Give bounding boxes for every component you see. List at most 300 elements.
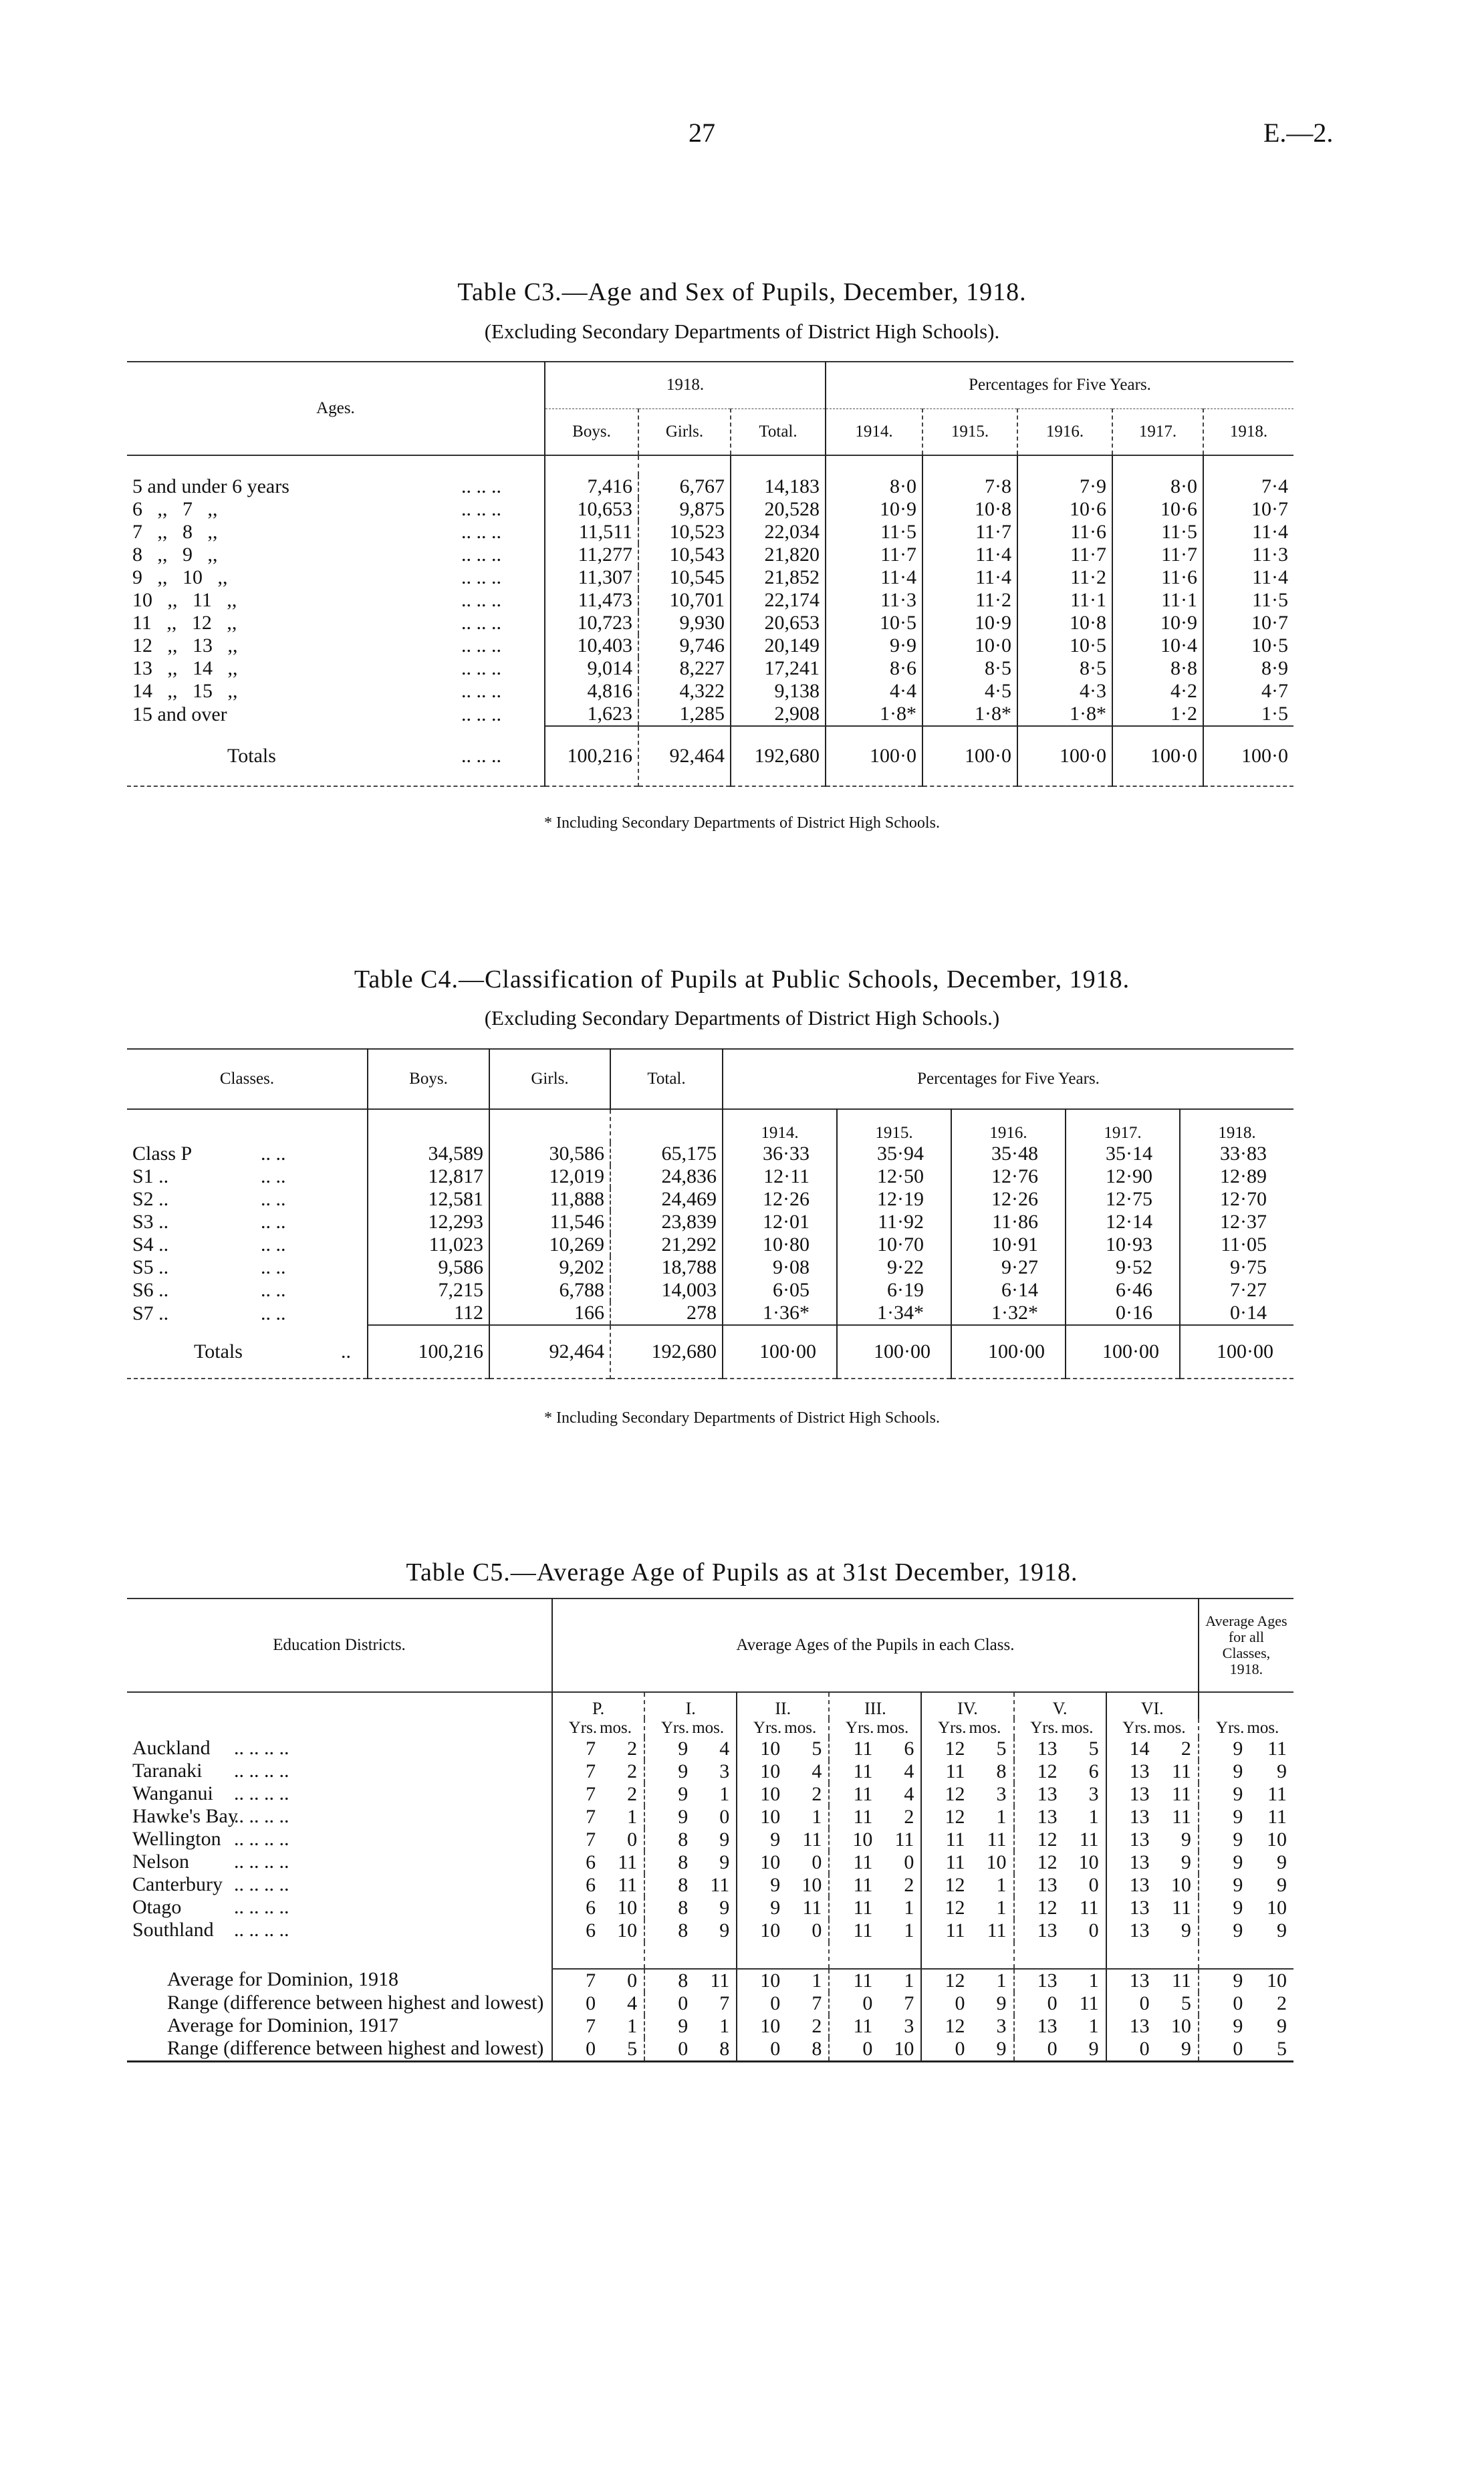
cell-value: 4·3	[1017, 680, 1112, 703]
cell-value: 9·75	[1180, 1256, 1293, 1279]
cell-value: 12·26	[723, 1188, 837, 1211]
months-value: 10	[1170, 1874, 1191, 1896]
table-c3-subtitle: (Excluding Secondary Departments of District High Schools).	[484, 320, 1000, 343]
years-value: 6	[552, 1919, 598, 1942]
years-value: 0	[829, 2038, 875, 2062]
cell-value: 1,285	[638, 703, 731, 726]
header-percentages: Percentages for Five Years.	[826, 362, 1293, 408]
years-value: 8	[644, 1851, 691, 1874]
months-value: 0	[904, 1851, 914, 1873]
years-value: 11	[829, 1874, 875, 1897]
cell-value: 0·16	[1066, 1302, 1180, 1325]
cell-value: 10,403	[545, 634, 638, 657]
class-header: P.	[552, 1692, 644, 1719]
district-row	[127, 1806, 1293, 1828]
cell-value: 21,292	[610, 1233, 723, 1256]
months-value: 11	[1171, 1897, 1191, 1919]
cell-value: 65,175	[610, 1143, 723, 1165]
mos-label: mos.	[1247, 1719, 1279, 1737]
total-value: 192,680	[731, 726, 826, 786]
years-value: 0	[1106, 1992, 1152, 2015]
months-value: 4	[904, 1783, 914, 1805]
cell-value: 8·5	[1017, 657, 1112, 680]
months-value: 10	[1170, 2015, 1191, 2037]
years-value: 11	[829, 1851, 875, 1874]
years-value: 9	[1199, 1851, 1246, 1874]
cell-value: 166	[489, 1302, 610, 1325]
cell-value: 10·93	[1066, 1233, 1180, 1256]
cell-value: 14,003	[610, 1279, 723, 1302]
leader-dots: ..	[341, 1340, 351, 1363]
cell-value: 7·4	[1203, 475, 1293, 498]
cell-value: 7,416	[545, 475, 638, 498]
months-value: 0	[1088, 1919, 1099, 1941]
cell-value: 6·14	[951, 1279, 1066, 1302]
years-value: 10	[737, 1738, 783, 1760]
months-value: 5	[627, 2038, 638, 2060]
cell-value: 11·92	[837, 1211, 951, 1233]
years-value: 10	[737, 1969, 783, 1992]
cell-value: 11·7	[1017, 544, 1112, 566]
cell-value: 10·4	[1112, 634, 1203, 657]
class-header: IV.	[921, 1692, 1013, 1719]
total-value: 100·0	[1017, 726, 1112, 786]
class-label: S5 ..	[132, 1256, 169, 1278]
total-value: 100·00	[837, 1325, 951, 1379]
years-value: 9	[737, 1897, 783, 1919]
years-value: 11	[921, 1828, 967, 1851]
mos-label: mos.	[692, 1719, 725, 1737]
cell-value: 11·4	[1203, 521, 1293, 544]
years-value: 0	[644, 1992, 691, 2015]
cell-value: 4·5	[922, 680, 1017, 703]
cell-value: 10·8	[1017, 612, 1112, 634]
years-value: 9	[1199, 1806, 1246, 1828]
district-row	[127, 1738, 1293, 1760]
cell-value: 24,836	[610, 1165, 723, 1188]
cell-value: 1·5	[1203, 703, 1293, 726]
months-value: 1	[719, 1783, 730, 1805]
class-label: S2 ..	[132, 1188, 169, 1210]
months-value: 0	[627, 1828, 638, 1851]
cell-value: 35·94	[837, 1143, 951, 1165]
cell-value: 10·5	[1017, 634, 1112, 657]
cell-value: 12·90	[1066, 1165, 1180, 1188]
years-value: 9	[644, 1760, 691, 1783]
cell-value: 36·33	[723, 1143, 837, 1165]
header-boys: Boys.	[368, 1049, 489, 1109]
years-value: 9	[644, 2015, 691, 2038]
cell-value: 12·14	[1066, 1211, 1180, 1233]
district-name: Hawke's Bay	[132, 1805, 238, 1827]
leader-dots: .. .. .. ..	[234, 1851, 289, 1873]
years-value: 8	[644, 1969, 691, 1992]
cell-value: 10,723	[545, 612, 638, 634]
table-c4-subtitle: (Excluding Secondary Departments of District High Schools.)	[484, 1006, 1000, 1030]
months-value: 3	[904, 2015, 914, 2037]
district-row	[127, 1851, 1293, 1874]
district-name: Southland	[132, 1919, 214, 1941]
cell-value: 7·27	[1180, 1279, 1293, 1302]
months-value: 10	[617, 1919, 638, 1941]
leader-dots: .. .. ..	[461, 612, 501, 634]
months-value: 10	[617, 1897, 638, 1919]
cell-value: 11,511	[545, 521, 638, 544]
months-value: 9	[1088, 2038, 1099, 2060]
table-row	[127, 475, 1293, 498]
months-value: 0	[1088, 1874, 1099, 1896]
years-value: 9	[1199, 1738, 1246, 1760]
cell-value: 12·37	[1180, 1211, 1293, 1233]
months-value: 1	[996, 1897, 1007, 1919]
months-value: 11	[894, 1828, 914, 1851]
years-value: 12	[921, 1806, 967, 1828]
cell-value: 21,852	[731, 566, 826, 589]
class-label: S4 ..	[132, 1233, 169, 1256]
cell-value: 1·36*	[723, 1302, 837, 1325]
years-value: 0	[921, 2038, 967, 2062]
cell-value: 12·01	[723, 1211, 837, 1233]
cell-value: 12,817	[368, 1165, 489, 1188]
months-value: 9	[1277, 1874, 1287, 1896]
months-value: 11	[710, 1970, 730, 1992]
years-value: 11	[829, 1919, 875, 1942]
years-value: 9	[737, 1874, 783, 1897]
years-value: 7	[552, 1760, 598, 1783]
leader-dots: .. ..	[261, 1188, 286, 1210]
months-value: 2	[1181, 1738, 1191, 1760]
years-value: 10	[737, 1919, 783, 1942]
months-value: 1	[627, 2015, 638, 2037]
years-value: 12	[921, 1897, 967, 1919]
years-value: 13	[1106, 1760, 1152, 1783]
cell-value: 10,543	[638, 544, 731, 566]
months-value: 11	[1267, 1738, 1287, 1760]
months-value: 2	[812, 2015, 822, 2037]
cell-value: 11·1	[1017, 589, 1112, 612]
years-value: 8	[644, 1919, 691, 1942]
cell-value: 33·83	[1180, 1143, 1293, 1165]
cell-value: 10·5	[1203, 634, 1293, 657]
months-value: 10	[1267, 1897, 1287, 1919]
total-value: 100·0	[922, 726, 1017, 786]
yrs-label: Yrs.	[1014, 1719, 1060, 1738]
months-value: 9	[1181, 1828, 1191, 1851]
leader-dots: .. .. ..	[461, 634, 501, 657]
total-value: 92,464	[638, 726, 731, 786]
leader-dots: .. .. ..	[461, 589, 501, 611]
months-value: 9	[719, 1828, 730, 1851]
table-row	[127, 1302, 1293, 1325]
months-value: 9	[1277, 1760, 1287, 1782]
years-value: 12	[1014, 1828, 1060, 1851]
cell-value: 10,269	[489, 1233, 610, 1256]
months-value: 3	[996, 1783, 1007, 1805]
total-value: 100,216	[368, 1325, 489, 1379]
subheader-boys: Boys.	[545, 408, 638, 455]
cell-value: 12·11	[723, 1165, 837, 1188]
cell-value: 11,546	[489, 1211, 610, 1233]
years-value: 13	[1106, 1851, 1152, 1874]
cell-value: 10·7	[1203, 612, 1293, 634]
months-value: 8	[719, 2038, 730, 2060]
months-value: 10	[1267, 1970, 1287, 1992]
header-average-ages-by-class: Average Ages of the Pupils in each Class.	[552, 1598, 1199, 1692]
cell-value: 4,816	[545, 680, 638, 703]
months-value: 11	[1171, 1970, 1191, 1992]
years-value: 12	[921, 1969, 967, 1992]
cell-value: 12·70	[1180, 1188, 1293, 1211]
cell-value: 20,149	[731, 634, 826, 657]
years-value: 10	[737, 2015, 783, 2038]
table-row	[127, 521, 1293, 544]
years-value: 7	[552, 1828, 598, 1851]
months-value: 2	[1277, 1992, 1287, 2014]
cell-value: 11·5	[1112, 521, 1203, 544]
cell-value: 23,839	[610, 1211, 723, 1233]
cell-value: 17,241	[731, 657, 826, 680]
months-value: 2	[627, 1738, 638, 1760]
leader-dots: .. .. ..	[461, 657, 501, 679]
class-header: V.	[1014, 1692, 1106, 1719]
years-value: 11	[829, 1897, 875, 1919]
cell-value: 9,875	[638, 498, 731, 521]
years-value: 13	[1106, 1874, 1152, 1897]
months-value: 9	[1277, 1851, 1287, 1873]
year-header: 1917.	[1066, 1109, 1180, 1143]
subheader-1917: 1917.	[1112, 408, 1203, 455]
months-value: 3	[1088, 1783, 1099, 1805]
cell-value: 11·05	[1180, 1233, 1293, 1256]
leader-dots: .. .. ..	[461, 744, 501, 767]
months-value: 1	[1088, 1970, 1099, 1992]
months-value: 11	[1171, 1760, 1191, 1782]
cell-value: 10·91	[951, 1233, 1066, 1256]
years-value: 6	[552, 1897, 598, 1919]
cell-value: 10,523	[638, 521, 731, 544]
table-row	[127, 566, 1293, 589]
summary-row	[127, 1992, 1293, 2015]
cell-value: 35·48	[951, 1143, 1066, 1165]
header-ages: Ages.	[316, 399, 355, 417]
years-value: 0	[1014, 1992, 1060, 2015]
cell-value: 11·6	[1112, 566, 1203, 589]
months-value: 1	[812, 1806, 822, 1828]
mos-label: mos.	[1153, 1719, 1186, 1737]
table-c4-footnote: * Including Secondary Departments of District High Schools.	[544, 1409, 940, 1427]
table-row	[127, 1256, 1293, 1279]
months-value: 2	[904, 1806, 914, 1828]
months-value: 0	[627, 1970, 638, 1992]
months-value: 4	[812, 1760, 822, 1782]
months-value: 11	[987, 1919, 1007, 1941]
row-label: 10 ,, 11 ,,	[132, 589, 237, 611]
years-value: 9	[1199, 1969, 1246, 1992]
leader-dots: .. .. ..	[461, 703, 501, 725]
cell-value: 11·4	[826, 566, 922, 589]
cell-value: 11·4	[1203, 566, 1293, 589]
years-value: 0	[829, 1992, 875, 2015]
cell-value: 11·1	[1112, 589, 1203, 612]
months-value: 1	[996, 1970, 1007, 1992]
months-value: 5	[1181, 1992, 1191, 2014]
cell-value: 4·2	[1112, 680, 1203, 703]
class-label: S3 ..	[132, 1211, 169, 1233]
header-percentages: Percentages for Five Years.	[723, 1049, 1293, 1109]
class-header: VI.	[1106, 1692, 1199, 1719]
cell-value: 12·76	[951, 1165, 1066, 1188]
cell-value: 11,888	[489, 1188, 610, 1211]
district-name: Wellington	[132, 1828, 221, 1850]
class-label: S1 ..	[132, 1165, 169, 1187]
cell-value: 10·9	[922, 612, 1017, 634]
cell-value: 8·0	[1112, 475, 1203, 498]
cell-value: 8·8	[1112, 657, 1203, 680]
year-header: 1914.	[723, 1109, 837, 1143]
months-value: 2	[627, 1783, 638, 1805]
months-value: 11	[618, 1851, 638, 1873]
year-header: 1916.	[951, 1109, 1066, 1143]
years-value: 13	[1106, 1969, 1152, 1992]
months-value: 11	[710, 1874, 730, 1896]
cell-value: 1·8*	[1017, 703, 1112, 726]
cell-value: 12·50	[837, 1165, 951, 1188]
months-value: 10	[894, 2038, 914, 2060]
class-header: I.	[644, 1692, 737, 1719]
subheader-1918: 1918.	[1203, 408, 1293, 455]
cell-value: 18,788	[610, 1256, 723, 1279]
row-label: 9 ,, 10 ,,	[132, 566, 228, 588]
totals-label: Totals	[194, 1340, 243, 1363]
months-value: 11	[1079, 1897, 1099, 1919]
years-value: 13	[1106, 1806, 1152, 1828]
years-value: 10	[737, 1806, 783, 1828]
yrs-label: Yrs.	[737, 1719, 783, 1738]
cell-value: 12,293	[368, 1211, 489, 1233]
cell-value: 9·08	[723, 1256, 837, 1279]
cell-value: 11·3	[1203, 544, 1293, 566]
cell-value: 7,215	[368, 1279, 489, 1302]
table-row	[127, 1165, 1293, 1188]
years-value: 7	[552, 1806, 598, 1828]
cell-value: 2,908	[731, 703, 826, 726]
years-value: 11	[829, 1806, 875, 1828]
table-row	[127, 612, 1293, 634]
cell-value: 4·7	[1203, 680, 1293, 703]
years-value: 6	[552, 1851, 598, 1874]
leader-dots: .. .. .. ..	[234, 1873, 289, 1895]
years-value: 12	[1014, 1760, 1060, 1783]
years-value: 11	[829, 1738, 875, 1760]
months-value: 0	[719, 1806, 730, 1828]
years-value: 12	[921, 2015, 967, 2038]
months-value: 5	[1088, 1738, 1099, 1760]
months-value: 7	[812, 1992, 822, 2014]
cell-value: 11·2	[1017, 566, 1112, 589]
mos-label: mos.	[969, 1719, 1001, 1737]
cell-value: 10·0	[922, 634, 1017, 657]
leader-dots: .. ..	[261, 1256, 286, 1278]
subheader-total: Total.	[731, 408, 826, 455]
cell-value: 14,183	[731, 475, 826, 498]
months-value: 1	[996, 1806, 1007, 1828]
cell-value: 9·22	[837, 1256, 951, 1279]
total-value: 192,680	[610, 1325, 723, 1379]
document-reference: E.—2.	[1263, 118, 1334, 148]
summary-row	[127, 2038, 1293, 2062]
years-value: 13	[1014, 1874, 1060, 1897]
yrs-label: Yrs.	[552, 1719, 598, 1738]
months-value: 4	[719, 1738, 730, 1760]
table-row	[127, 544, 1293, 566]
leader-dots: .. .. ..	[461, 680, 501, 702]
months-value: 5	[812, 1738, 822, 1760]
months-value: 0	[812, 1851, 822, 1873]
years-value: 0	[1014, 2038, 1060, 2062]
totals-label: Totals	[227, 744, 276, 767]
cell-value: 1·8*	[826, 703, 922, 726]
totals-row	[127, 1325, 1293, 1379]
subheader-girls: Girls.	[638, 408, 731, 455]
table-row	[127, 703, 1293, 726]
leader-dots: .. ..	[261, 1233, 286, 1256]
total-value: 100,216	[545, 726, 638, 786]
cell-value: 4·4	[826, 680, 922, 703]
cell-value: 10·6	[1017, 498, 1112, 521]
years-value: 8	[644, 1874, 691, 1897]
cell-value: 6,767	[638, 475, 731, 498]
cell-value: 12·89	[1180, 1165, 1293, 1188]
leader-dots: .. .. .. ..	[234, 1782, 289, 1804]
cell-value: 12·26	[951, 1188, 1066, 1211]
years-value: 8	[644, 1828, 691, 1851]
years-value: 13	[1106, 1919, 1152, 1942]
district-row	[127, 1919, 1293, 1942]
leader-dots: .. ..	[261, 1279, 286, 1301]
years-value: 11	[921, 1851, 967, 1874]
table-c4-title: Table C4.—Classification of Pupils at Public Schools, December, 1918.	[354, 965, 1130, 993]
mos-label: mos.	[600, 1719, 632, 1737]
cell-value: 10,545	[638, 566, 731, 589]
table-c5-title: Table C5.—Average Age of Pupils as at 31st December, 1918.	[406, 1558, 1078, 1586]
table-row	[127, 1233, 1293, 1256]
months-value: 11	[1079, 1992, 1099, 2014]
district-row	[127, 1897, 1293, 1919]
district-name: Auckland	[132, 1737, 211, 1759]
years-value: 11	[921, 1919, 967, 1942]
cell-value: 10,653	[545, 498, 638, 521]
years-value: 12	[921, 1874, 967, 1897]
table-row	[127, 1279, 1293, 1302]
cell-value: 11,473	[545, 589, 638, 612]
years-value: 10	[737, 1783, 783, 1806]
years-value: 0	[1199, 1992, 1246, 2015]
months-value: 11	[1267, 1783, 1287, 1805]
district-row	[127, 1783, 1293, 1806]
class-header: III.	[829, 1692, 921, 1719]
total-value: 100·0	[1203, 726, 1293, 786]
summary-label: Average for Dominion, 1917	[167, 2014, 399, 2036]
cell-value: 10·70	[837, 1233, 951, 1256]
years-value: 9	[1199, 2015, 1246, 2038]
years-value: 12	[921, 1738, 967, 1760]
yrs-label: Yrs.	[921, 1719, 967, 1738]
summary-label: Average for Dominion, 1918	[167, 1968, 399, 1990]
years-value: 7	[552, 2015, 598, 2038]
years-value: 9	[644, 1806, 691, 1828]
table-row	[127, 680, 1293, 703]
months-value: 11	[802, 1897, 822, 1919]
